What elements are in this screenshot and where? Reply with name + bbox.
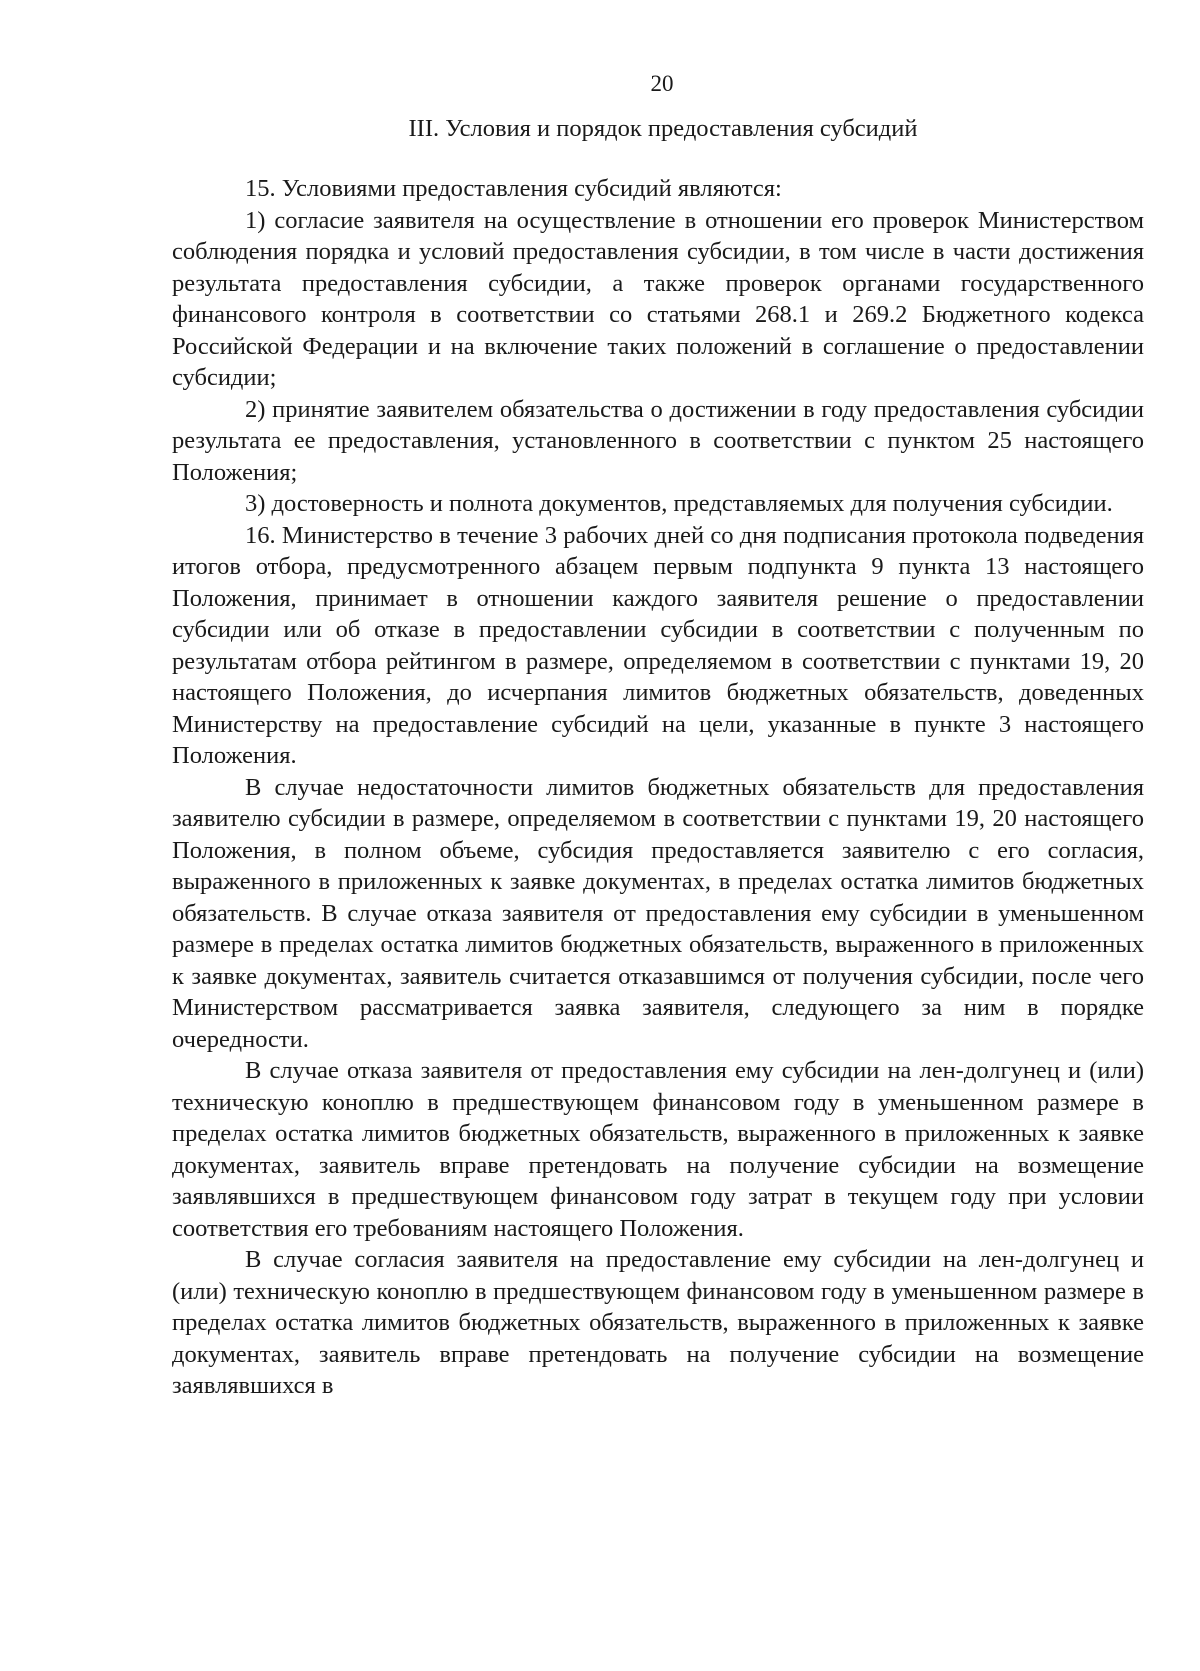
paragraph-16-insufficient-limits: В случае недостаточности лимитов бюджетных обязательств для предоставления заявителю субсидии в размере, определяемом в соответствии с пунктами 19, 20 настоящего Положения, в полном объеме, субсидия предоставляется заявителю с его согласия, выраженного в приложенных к заявке документах, в пределах остатка лимитов бюджетных обязательств. В случае отказа заявителя от предоставления ему субсидии в уменьшенном размере в пределах остатка лимитов бюджетных обязательств, выраженного в приложенных к заявке документах, заявитель считается отказавшимся от получения субсидии, после чего Министерством рассматривается заявка заявителя, следующего за ним в порядке очередности. [172, 773, 1144, 1053]
document-page [172, 70, 1144, 1402]
paragraph-16-consent: В случае согласия заявителя на предоставление ему субсидии на лен-долгунец и (или) техническую коноплю в предшествующем финансовом году в уменьшенном размере в пределах остатка лимитов бюджетных обязательств, выраженного в приложенных к заявке документах, заявитель вправе претендовать на получение субсидии на возмещение заявлявшихся в [172, 1246, 1144, 1399]
paragraph-15-intro: 15. Условиями предоставления субсидий являются: [245, 175, 782, 202]
paragraph-16: 16. Министерство в течение 3 рабочих дней со дня подписания протокола подведения итогов отбора, предусмотренного абзацем первым подпункта 9 пункта 13 настоящего Положения, принимает в отношении каждого заявителя решение о предоставлении субсидии или об отказе в предоставлении субсидии в соответствии с полученным по результатам отбора рейтингом в размере, определяемом в соответствии с пунктами 19, 20 настоящего Положения, до исчерпания лимитов бюджетных обязательств, доведенных Министерству на предоставление субсидий на цели, указанные в пункте 3 настоящего Положения. [172, 521, 1144, 769]
paragraph-16-refusal: В случае отказа заявителя от предоставления ему субсидии на лен-долгунец и (или) техническую коноплю в предшествующем финансовом году в уменьшенном размере в пределах остатка лимитов бюджетных обязательств, выраженного в приложенных к заявке документах, заявитель вправе претендовать на получение субсидии на возмещение заявлявшихся в предшествующем финансовом году затрат в текущем году при условии соответствия его требованиям настоящего Положения. [172, 1057, 1144, 1242]
page-number: 20 [650, 71, 674, 96]
paragraph-15-item-2: 2) принятие заявителем обязательства о достижении в году предоставления субсидии результата ее предоставления, установленного в соответствии с пунктом 25 настоящего Положения; [172, 395, 1144, 486]
paragraph-15-item-1: 1) согласие заявителя на осуществление в отношении его проверок Министерством соблюдения порядка и условий предоставления субсидии, в том числе в части достижения результата предоставления субсидии, а также проверок органами государственного финансового контроля в соответствии со статьями 268.1 и 269.2 Бюджетного кодекса Российской Федерации и на включение таких положений в соглашение о предоставлении субсидии; [172, 206, 1144, 391]
section-title: III. Условия и порядок предоставления субсидий [408, 115, 918, 142]
paragraph-15-item-3: 3) достоверность и полнота документов, представляемых для получения субсидии. [245, 490, 1113, 517]
